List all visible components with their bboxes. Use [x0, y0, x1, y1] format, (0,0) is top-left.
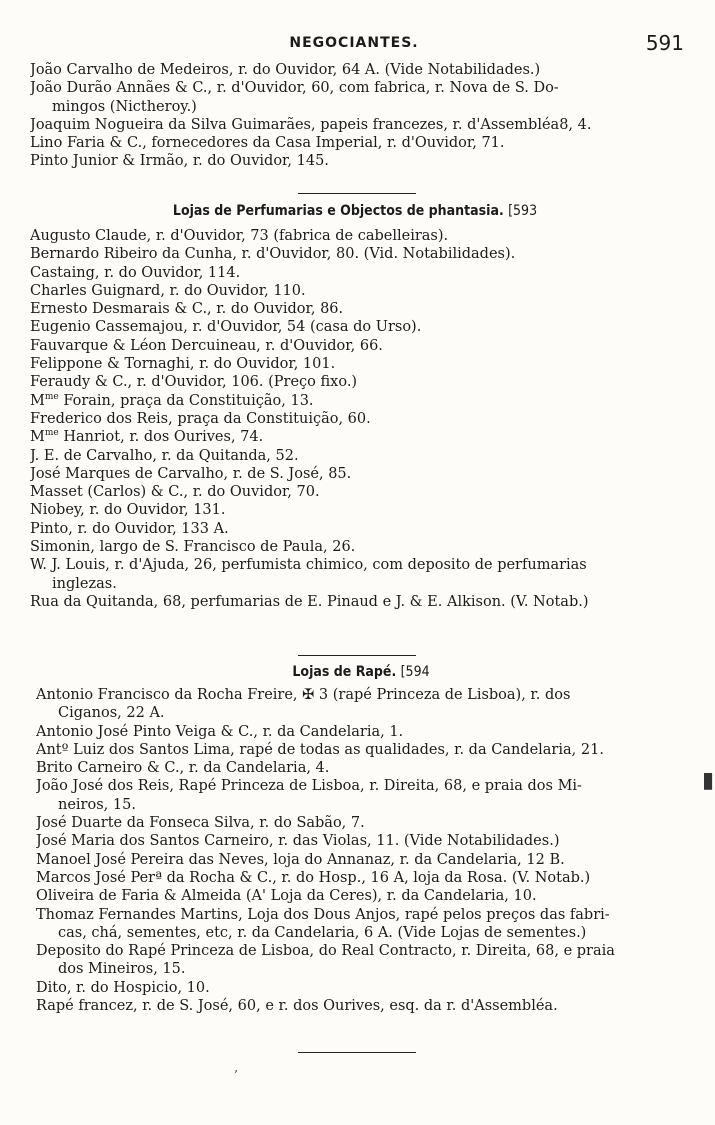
section-heading: [30, 201, 680, 221]
margin-mark-icon: ▮: [702, 768, 715, 793]
entry-line: Ernesto Desmarais & C., r. do Ouvidor, 86.: [30, 301, 344, 318]
entry-line: José Duarte da Fonseca Silva, r. do Sabão, 7.: [36, 815, 365, 832]
entry-line: João Durão Annães & C., r. d'Ouvidor, 60, com fabrica, r. Nova de S. Do-: [30, 80, 559, 97]
entry-line: Oliveira de Faria & Almeida (A' Loja da Ceres), r. da Candelaria, 10.: [36, 888, 537, 905]
section-perfumarias: [30, 201, 680, 611]
section-heading: [36, 662, 686, 682]
entry-line: J. E. de Carvalho, r. da Quitanda, 52.: [30, 447, 299, 464]
entry-line: Castaing, r. do Ouvidor, 114.: [30, 264, 241, 281]
entry-line: Rua da Quitanda, 68, perfumarias de E. Pinaud e J. & E. Alkison. (V. Notab.): [30, 593, 589, 610]
entry-line: Marcos José Perª da Rocha & C., r. do Hosp., 16 A, loja da Rosa. (V. Notab.): [36, 869, 591, 886]
entry-line: Antonio José Pinto Veiga & C., r. da Candelaria, 1.: [36, 723, 404, 740]
entry-line: Frederico dos Reis, praça da Constituição, 60.: [30, 410, 371, 427]
entry-line: W. J. Louis, r. d'Ajuda, 26, perfumista chimico, com deposito de perfumarias: [30, 557, 587, 574]
page-number: 591: [645, 31, 684, 55]
entry-line: Joaquim Nogueira da Silva Guimarães, papeis francezes, r. d'Assembléa8, 4.: [30, 116, 592, 133]
entry-line: $M^{me}$ Hanriot, r. dos Ourives, 74.: [30, 428, 264, 446]
entry-line: Antonio Francisco da Rocha Freire, ✠ 3 (rapé Princeza de Lisboa), r. dos: [36, 687, 571, 703]
entry-continuation: cas, chá, sementes, etc, r. da Candelaria, 6 A. (Vide Lojas de sementes.): [58, 924, 587, 941]
entry-line: Pinto Junior & Irmão, r. do Ouvidor, 145.: [30, 153, 329, 170]
entry-line: Deposito do Rapé Princeza de Lisboa, do Real Contracto, r. Direita, 68, e praia: [36, 943, 615, 960]
entry-line: Masset (Carlos) & C., r. do Ouvidor, 70.: [30, 484, 320, 501]
entry-line: Dito, r. do Hospicio, 10.: [36, 979, 210, 996]
entry-continuation: neiros, 15.: [58, 796, 136, 813]
entry-line: $M^{me}$ Forain, praça da Constituição, 13.: [30, 391, 314, 409]
entry-continuation: Ciganos, 22 A.: [58, 705, 165, 722]
entry-line: Felippone & Tornaghi, r. do Ouvidor, 101.: [30, 356, 336, 373]
section-divider: [298, 1052, 416, 1053]
superscript: me: [44, 391, 59, 402]
entry-line: João José dos Reis, Rapé Princeza de Lisboa, r. Direita, 68, e praia dos Mi-: [36, 778, 582, 795]
entry-line: Manoel José Pereira das Neves, loja do Annanaz, r. da Candelaria, 12 B.: [36, 851, 565, 868]
superscript: me: [44, 428, 59, 439]
section-title-text: Lojas de Perfumarias e Objectos de phantasia.: [172, 203, 504, 219]
entry-line: Augusto Claude, r. d'Ouvidor, 73 (fabrica de cabelleiras).: [30, 228, 449, 244]
section-code: [594: [400, 664, 430, 680]
entry-line: José Marques de Carvalho, r. de S. José, 85.: [30, 465, 352, 482]
page-header: [24, 31, 684, 55]
entry-line: Lino Faria & C., fornecedores da Casa Imperial, r. d'Ouvidor, 71.: [30, 135, 505, 152]
entry-line: Feraudy & C., r. d'Ouvidor, 106. (Preço fixo.): [30, 374, 358, 391]
entry-line: Rapé francez, r. de S. José, 60, e r. dos Ourives, esq. da r. d'Assembléa.: [36, 998, 558, 1015]
section-code: [593: [508, 203, 538, 219]
section-divider: [298, 193, 416, 194]
section-divider: [298, 655, 416, 656]
entry-line: Bernardo Ribeiro da Cunha, r. d'Ouvidor, 80. (Vid. Notabilidades).: [30, 246, 516, 263]
section-rape: [36, 662, 686, 1015]
entry-continuation: inglezas.: [52, 575, 117, 592]
entry-continuation: dos Mineiros, 15.: [58, 961, 186, 978]
entry-line: José Maria dos Santos Carneiro, r. das Violas, 11. (Vide Notabilidades.): [36, 833, 560, 850]
entry-line: Fauvarque & Léon Dercuineau, r. d'Ouvidor, 66.: [30, 337, 383, 354]
entry-line: Thomaz Fernandes Martins, Loja dos Dous Anjos, rapé pelos preços das fabri-: [36, 906, 610, 923]
entry-line: Niobey, r. do Ouvidor, 131.: [30, 502, 226, 519]
entry-line: Pinto, r. do Ouvidor, 133 A.: [30, 520, 229, 537]
intro-entries: [30, 61, 680, 171]
entry-line: Brito Carneiro & C., r. da Candelaria, 4.: [36, 760, 330, 777]
entry-line: João Carvalho de Medeiros, r. do Ouvidor, 64 A. (Vide Notabilidades.): [30, 62, 541, 78]
entry-line: Eugenio Cassemajou, r. d'Ouvidor, 54 (casa do Urso).: [30, 319, 422, 336]
entry-line: Antº Luiz dos Santos Lima, rapé de todas as qualidades, r. da Candelaria, 21.: [36, 741, 604, 758]
running-title: NEGOCIANTES.: [289, 35, 419, 51]
entry-line: Simonin, largo de S. Francisco de Paula, 26.: [30, 539, 356, 556]
entry-line: Charles Guignard, r. do Ouvidor, 110.: [30, 282, 306, 299]
section-title-text: Lojas de Rapé.: [292, 664, 397, 680]
margin-mark-icon: ’: [234, 1068, 238, 1082]
entry-continuation: mingos (Nictheroy.): [52, 98, 197, 115]
